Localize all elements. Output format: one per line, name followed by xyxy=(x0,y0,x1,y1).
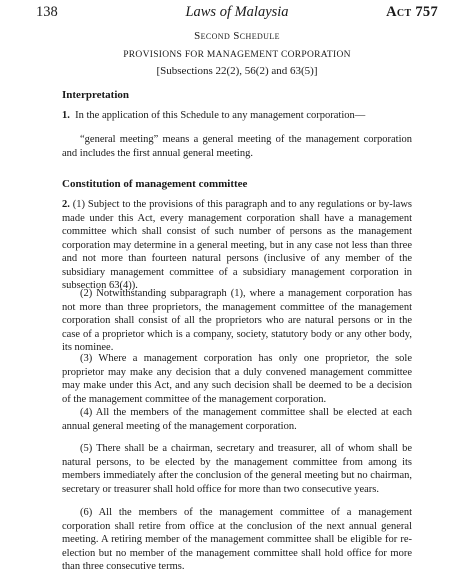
paragraph-number: 1. xyxy=(62,110,70,121)
paragraph-2-3: (3) Where a management corporation has only one proprietor, the sole proprietor may make any decision that a duly convened management committee may make under this Act, and any such decision shall be deemed to be a decision of the management committee of the management corporation. xyxy=(62,353,412,405)
paragraph-text: (1) Subject to the provisions of this paragraph and to any regulations or by-laws made under this Act, every management corporation shall have a management committee which shall consist of such number of persons as the management corporation may determine in a general meeting, but in any case not less than three and not more than fourteen natural persons (inclusive of any member of the subsidiary management committee of a subsidiary management corporation in subsection 63(4)). xyxy=(62,199,413,291)
page-number: 138 xyxy=(36,4,58,20)
running-header xyxy=(36,4,438,24)
paragraph-1 xyxy=(62,109,412,123)
paragraph-2-6: (6) All the members of the management committee of a management corporation shall retire from office at the conclusion of the next annual general meeting. A retiring member of the management committee shall be eligible for re-election but no member of the management committee shall hold office for more than three consecutive terms. xyxy=(62,507,412,572)
paragraph-number: 2. xyxy=(62,199,70,210)
paragraph-2-2: (2) Notwithstanding subparagraph (1), where a management corporation has not more than three proprietors, the management committee of the management corporation shall consist of all the proprietors who are natural persons or in the case of a proprietor which is a company, society, statutory body or any other body, its nominee. xyxy=(62,288,412,353)
paragraph-text: In the application of this Schedule to any management corporation— xyxy=(75,110,366,121)
schedule-subsections: [Subsections 22(2), 56(2) and 63(5)] xyxy=(156,65,318,77)
paragraph-2-1 xyxy=(62,198,412,293)
section-title-constitution: Constitution of management committee xyxy=(62,178,248,190)
section-title-interpretation: Interpretation xyxy=(62,89,130,101)
act-number: Act 757 xyxy=(386,4,438,20)
paragraph-2-4: (4) All the members of the management committee shall be elected at each annual general meeting of the management corporation. xyxy=(62,407,412,432)
schedule-label: Second Schedule xyxy=(194,30,280,42)
schedule-heading: PROVISIONS FOR MANAGEMENT CORPORATION xyxy=(123,50,351,60)
document-title: Laws of Malaysia xyxy=(185,4,289,20)
definition-general-meeting: “general meeting” means a general meeting of the management corporation and includes the first annual general meeting. xyxy=(62,134,412,159)
paragraph-2-5: (5) There shall be a chairman, secretary and treasurer, all of whom shall be natural persons, to be elected by the management committee from among its members immediately after the conclusion of the general meeting but no chairman, secretary or treasurer shall hold office for more than two consecutive years. xyxy=(62,443,412,495)
